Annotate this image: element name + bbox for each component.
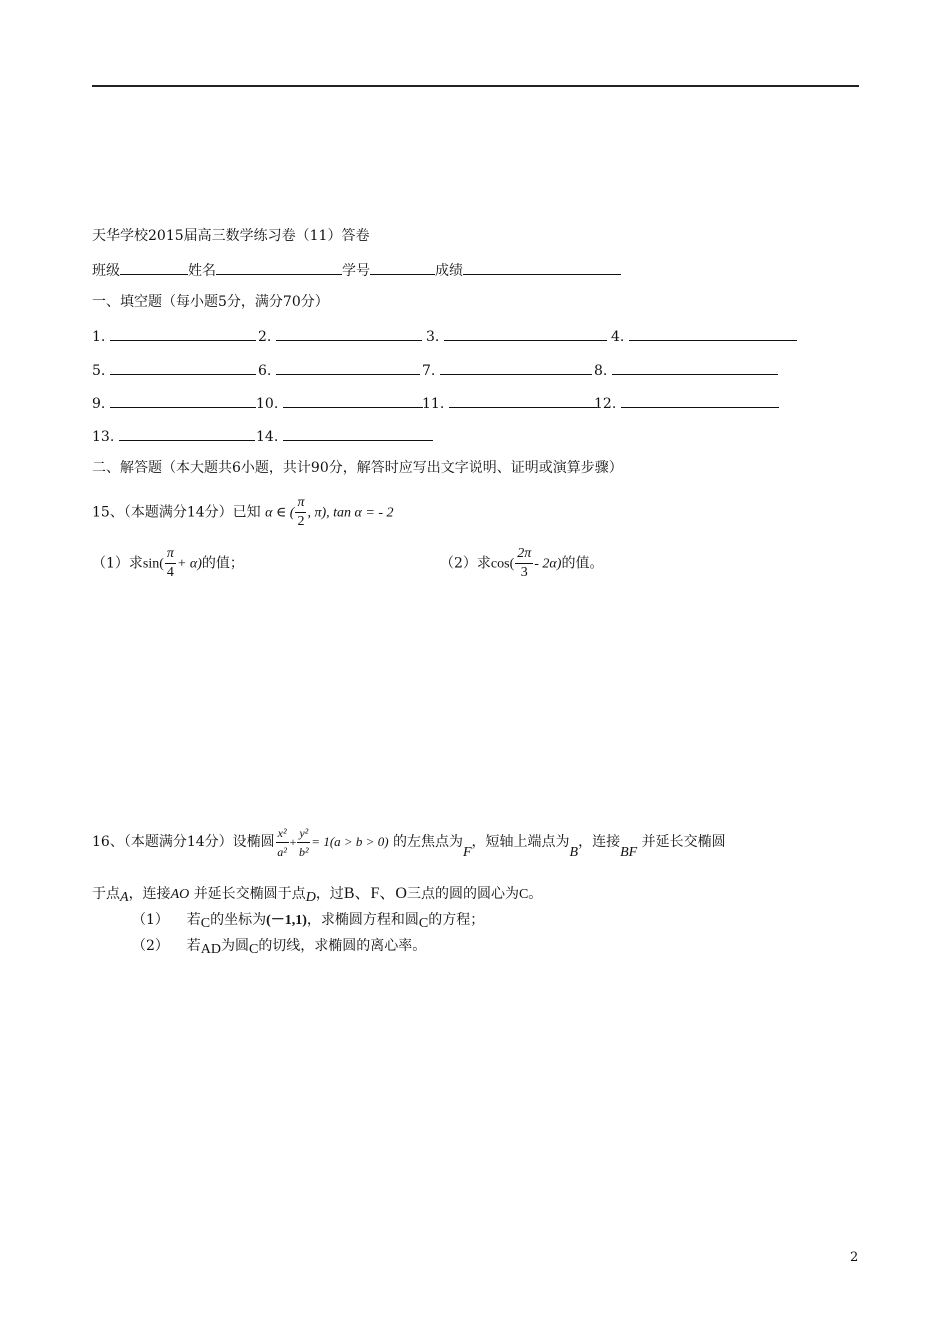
answer-row-4 <box>92 426 433 447</box>
q16-sub2 <box>132 936 426 960</box>
answer-label: 2. <box>258 329 272 345</box>
answer-blank-12[interactable] <box>621 393 779 408</box>
answer-label: 4. <box>611 329 625 345</box>
answer-blank-10[interactable] <box>283 393 423 408</box>
id-field[interactable] <box>370 260 435 275</box>
section2-heading: 二、解答题（本大题共6小题，共计90分，解答时应写出文字说明、证明或演算步骤） <box>92 460 623 476</box>
answer-blank-7[interactable] <box>440 360 592 375</box>
q15-part2-tail: - 2α) <box>534 556 562 572</box>
q15-part2-func: cos( <box>490 556 515 572</box>
q16-sub2-a: 若 <box>186 938 201 954</box>
q16-text4: 并延长交椭圆 <box>641 834 726 850</box>
q16-line2-f: 。 <box>528 886 543 902</box>
section1-heading: 一、填空题（每小题5分，满分70分） <box>92 294 329 310</box>
q15-cond-fraction: $\frac{\pi}{2}$ <box>297 495 305 529</box>
q16-sub2-num: （2） <box>132 938 169 954</box>
answer-label: 5. <box>92 363 106 379</box>
q16-sub1-coord: (－1,1) <box>266 913 307 928</box>
q15-label: 15、（本题满分14分）已知 <box>92 504 261 521</box>
answer-label: 11. <box>422 396 445 412</box>
answer-blank-8[interactable] <box>612 360 778 375</box>
answer-blank-4[interactable] <box>629 326 797 341</box>
answer-blank-1[interactable] <box>110 326 256 341</box>
answer-blank-9[interactable] <box>110 393 256 408</box>
q16-text1: 的左焦点为 <box>392 834 463 850</box>
q16-F: F <box>462 845 472 860</box>
q16-sub1 <box>132 910 484 934</box>
q16-plus: + <box>289 835 297 849</box>
score-field[interactable] <box>463 260 621 275</box>
q16-line2-a: 于点 <box>92 886 120 902</box>
class-label: 班级 <box>92 263 120 279</box>
q16-sub2-b: 为圆 <box>220 938 249 954</box>
q16-line2-b: ，连接 <box>128 886 171 902</box>
q16-sub2-C: C <box>248 942 259 957</box>
answer-blank-6[interactable] <box>276 360 420 375</box>
q16-line2-e: 三点的圆的圆心为 <box>406 886 519 902</box>
q16-y-fraction: $\frac{\text{y²}}{\text{b²}}$ <box>299 825 309 859</box>
q15-cond-start: α ∈ ( <box>265 505 295 521</box>
answer-label: 8. <box>594 363 608 379</box>
q15-part1-fraction: $\frac{\pi}{4}$ <box>166 546 174 580</box>
name-field[interactable] <box>216 260 342 275</box>
q16-A: A <box>120 890 129 905</box>
answer-label: 13. <box>92 429 115 445</box>
answer-blank-3[interactable] <box>444 326 607 341</box>
q16-sub1-C: C <box>200 916 211 931</box>
q15-part1 <box>92 545 244 583</box>
q15-part1-suffix: 的值； <box>201 555 244 572</box>
q16-stem-line1 <box>92 822 726 873</box>
q15-stem <box>92 494 394 532</box>
q15-part2-suffix: 的值。 <box>561 555 604 572</box>
q16-sub1-C2: C <box>418 916 429 931</box>
q16-text3: ，连接 <box>578 834 621 850</box>
q15-part1-tail: + α) <box>176 556 202 572</box>
header-rule <box>92 85 859 87</box>
q16-x-fraction: $\frac{\text{x²}}{\text{a²}}$ <box>277 825 287 859</box>
q15-part2-fraction: $\frac{2\pi}{3}$ <box>517 546 532 580</box>
q16-sub2-c: 的切线，求椭圆的离心率。 <box>258 938 427 954</box>
q16-B: B <box>569 845 579 860</box>
answer-label: 3. <box>426 329 440 345</box>
page-number: 2 <box>850 1250 859 1265</box>
score-label: 成绩 <box>435 263 463 279</box>
answer-label: 1. <box>92 329 106 345</box>
answer-blank-2[interactable] <box>276 326 422 341</box>
q16-eq-tail: = 1(a > b > 0) <box>311 834 389 849</box>
answer-blank-13[interactable] <box>119 426 255 441</box>
q16-C: C <box>518 887 529 902</box>
q16-sub1-c: ，求椭圆方程和圆 <box>306 912 419 928</box>
q16-sub2-AD: AD <box>200 942 221 957</box>
answer-label: 6. <box>258 363 272 379</box>
id-label: 学号 <box>342 263 370 279</box>
q15-cond-end: , π), tan α = - 2 <box>307 505 394 521</box>
answer-blank-11[interactable] <box>449 393 597 408</box>
answer-label: 12. <box>594 396 617 412</box>
q16-stem-line2 <box>92 884 542 908</box>
answer-row-2 <box>92 360 778 381</box>
page-title: 天华学校2015届高三数学练习卷（11）答卷 <box>92 228 370 244</box>
q16-line2-d: ，过 <box>315 886 344 902</box>
answer-blank-14[interactable] <box>283 426 433 441</box>
student-info-line <box>92 260 621 281</box>
q16-AO: AO <box>170 887 190 902</box>
answer-label: 10. <box>256 396 279 412</box>
name-label: 姓名 <box>188 263 216 279</box>
q15-part1-func: sin( <box>142 556 164 572</box>
q16-sub1-num: （1） <box>132 912 169 928</box>
q16-label: 16、（本题满分14分）设椭圆 <box>92 834 275 850</box>
q15-part2 <box>440 545 603 583</box>
q16-sub1-b: 的坐标为 <box>210 912 267 928</box>
q16-sub1-a: 若 <box>186 912 201 928</box>
q16-sub1-d: 的方程； <box>428 912 485 928</box>
q16-text2: ，短轴上端点为 <box>471 834 570 850</box>
answer-row-1 <box>92 326 797 347</box>
answer-label: 14. <box>256 429 279 445</box>
class-field[interactable] <box>120 260 188 275</box>
q16-D: D <box>305 890 316 905</box>
q16-line2-c: 并延长交椭圆于点 <box>193 886 306 902</box>
q15-part2-prefix: （2）求 <box>440 555 491 572</box>
answer-row-3 <box>92 393 779 414</box>
answer-label: 7. <box>422 363 436 379</box>
q15-part1-prefix: （1）求 <box>92 555 143 572</box>
q16-BF: BF <box>620 845 638 860</box>
q16-points: B、F、O <box>343 885 407 902</box>
answer-blank-5[interactable] <box>110 360 256 375</box>
answer-label: 9. <box>92 396 106 412</box>
